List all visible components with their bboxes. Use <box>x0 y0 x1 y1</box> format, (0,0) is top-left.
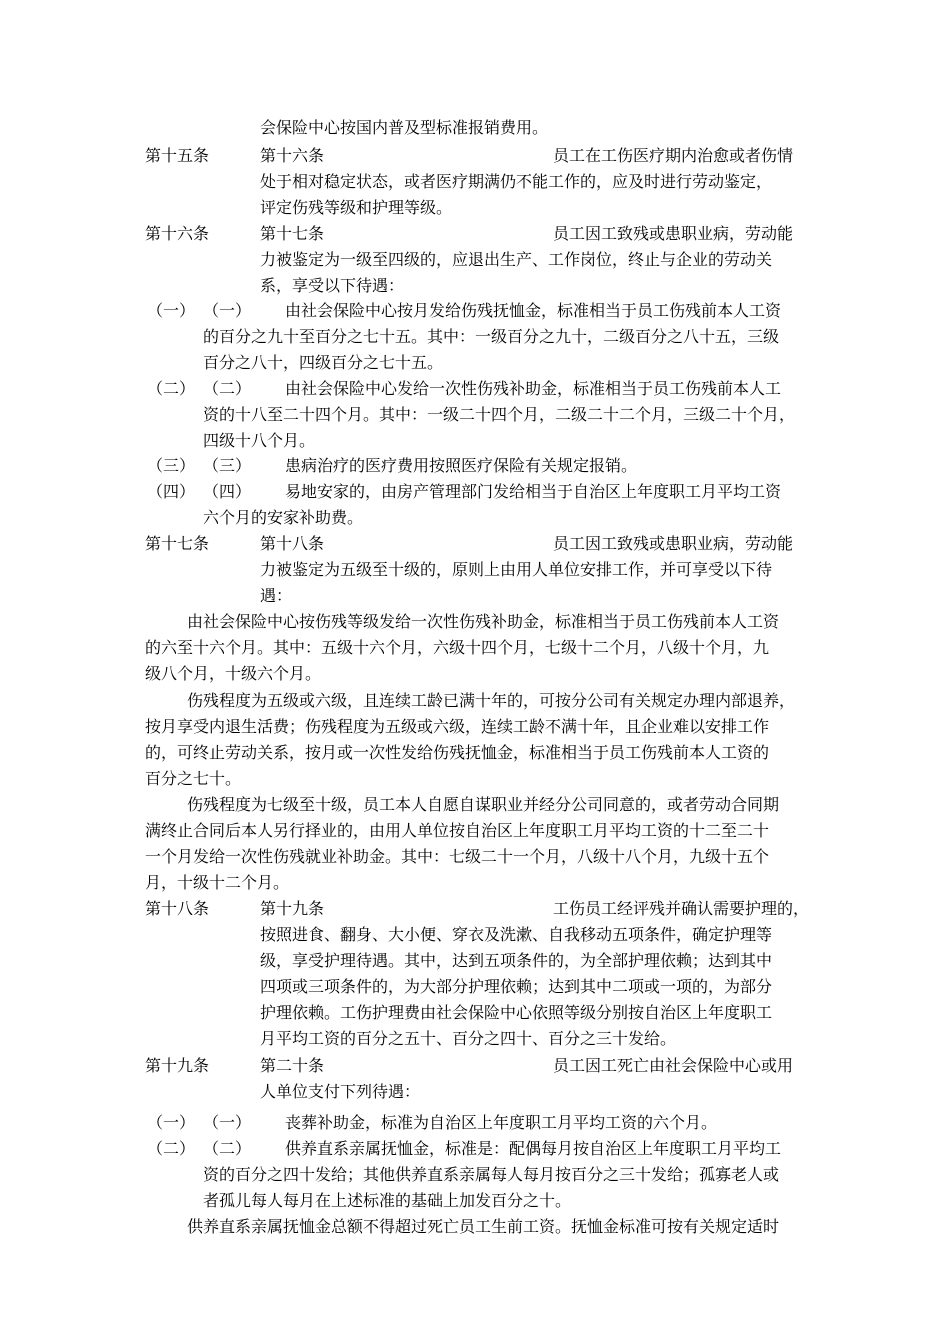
text-line: 的百分之九十至百分之七十五。其中：一级百分之九十，二级百分之八十五，三级 <box>203 327 780 346</box>
article-lead-text: 员工因工致残或患职业病，劳动能 <box>553 534 794 553</box>
text-line: 一个月发给一次性伤残就业补助金。其中：七级二十一个月，八级十八个月，九级十五个 <box>145 847 770 866</box>
text-line: 易地安家的，由房产管理部门发给相当于自治区上年度职工月平均工资 <box>285 482 782 501</box>
article-number-old: 第十五条 <box>145 146 210 165</box>
text-line: 的，可终止劳动关系，按月或一次性发给伤残抚恤金，标准相当于员工伤残前本人工资的 <box>145 743 770 762</box>
item-number-old: （三） <box>147 456 196 475</box>
text-line: 伤残程度为五级或六级，且连续工龄已满十年的，可按分公司有关规定办理内部退养， <box>187 691 796 710</box>
article-number-old: 第十八条 <box>145 899 210 918</box>
text-line: 四级十八个月。 <box>203 431 316 450</box>
text-line: 级，享受护理待遇。其中，达到五项条件的，为全部护理依赖；达到其中 <box>260 951 773 970</box>
text-line: 力被鉴定为五级至十级的，原则上由用人单位安排工作，并可享受以下待 <box>260 560 773 579</box>
item-number-new: （三） <box>203 456 252 475</box>
text-line: 伤残程度为七级至十级，员工本人自愿自谋职业并经分公司同意的，或者劳动合同期 <box>187 795 780 814</box>
item-number-old: （四） <box>147 482 196 501</box>
article-number-new: 第十七条 <box>260 224 325 243</box>
text-line: 百分之七十。 <box>145 769 242 788</box>
text-line: 患病治疗的医疗费用按照医疗保险有关规定报销。 <box>285 456 638 475</box>
text-line: 级八个月，十级六个月。 <box>145 664 322 683</box>
item-number-old: （一） <box>147 301 196 320</box>
article-number-new: 第十六条 <box>260 146 325 165</box>
text-line: 护理依赖。工伤护理费由社会保险中心依照等级分别按自治区上年度职工 <box>260 1003 773 1022</box>
article-lead-text: 工伤员工经评残并确认需要护理的， <box>553 899 810 918</box>
text-line: 按照进食、翻身、大小便、穿衣及洗漱、自我移动五项条件，确定护理等 <box>260 925 773 944</box>
text-line: 力被鉴定为一级至四级的，应退出生产、工作岗位，终止与企业的劳动关 <box>260 250 773 269</box>
text-line: 按月享受内退生活费；伤残程度为五级或六级，连续工龄不满十年，且企业难以安排工作 <box>145 717 770 736</box>
text-line: 六个月的安家补助费。 <box>203 508 364 527</box>
item-number-old: （二） <box>147 379 196 398</box>
article-lead-text: 员工因工致残或患职业病，劳动能 <box>553 224 794 243</box>
text-line: 四项或三项条件的，为大部分护理依赖；达到其中二项或一项的，为部分 <box>260 977 773 996</box>
text-line: 供养直系亲属抚恤金总额不得超过死亡员工生前工资。抚恤金标准可按有关规定适时 <box>187 1217 780 1236</box>
item-number-new: （二） <box>203 1139 252 1158</box>
text-line: 者孤儿每人每月在上述标准的基础上加发百分之十。 <box>203 1191 572 1210</box>
text-line: 人单位支付下列待遇： <box>260 1082 421 1101</box>
article-number-old: 第十九条 <box>145 1056 210 1075</box>
text-line: 百分之八十，四级百分之七十五。 <box>203 353 444 372</box>
text-line: 的六至十六个月。其中：五级十六个月，六级十四个月，七级十二个月，八级十个月，九 <box>145 638 770 657</box>
text-line: 资的百分之四十发给；其他供养直系亲属每人每月按百分之三十发给；孤寡老人或 <box>203 1165 780 1184</box>
article-number-new: 第十八条 <box>260 534 325 553</box>
text-line: 评定伤残等级和护理等级。 <box>260 198 453 217</box>
text-line: 处于相对稳定状态，或者医疗期满仍不能工作的，应及时进行劳动鉴定， <box>260 172 773 191</box>
item-number-old: （二） <box>147 1139 196 1158</box>
text-line: 系，享受以下待遇： <box>260 276 405 295</box>
text-line: 资的十八至二十四个月。其中：一级二十四个月，二级二十二个月，三级二十个月， <box>203 405 796 424</box>
text-line: 月平均工资的百分之五十、百分之四十、百分之三十发给。 <box>260 1029 677 1048</box>
text-line: 满终止合同后本人另行择业的，由用人单位按自治区上年度职工月平均工资的十二至二十 <box>145 821 770 840</box>
item-number-new: （一） <box>203 301 252 320</box>
text-line: 会保险中心按国内普及型标准报销费用。 <box>260 118 549 137</box>
text-line: 由社会保险中心按伤残等级发给一次性伤残补助金，标准相当于员工伤残前本人工资 <box>187 612 780 631</box>
text-line: 月，十级十二个月。 <box>145 873 290 892</box>
item-number-new: （一） <box>203 1113 252 1132</box>
text-line: 丧葬补助金，标准为自治区上年度职工月平均工资的六个月。 <box>285 1113 718 1132</box>
item-number-new: （二） <box>203 379 252 398</box>
item-number-old: （一） <box>147 1113 196 1132</box>
article-number-old: 第十六条 <box>145 224 210 243</box>
text-line: 由社会保险中心发给一次性伤残补助金，标准相当于员工伤残前本人工 <box>285 379 782 398</box>
article-number-new: 第十九条 <box>260 899 325 918</box>
item-number-new: （四） <box>203 482 252 501</box>
article-number-old: 第十七条 <box>145 534 210 553</box>
article-lead-text: 员工在工伤医疗期内治愈或者伤情 <box>553 146 794 165</box>
article-lead-text: 员工因工死亡由社会保险中心或用 <box>553 1056 794 1075</box>
article-number-new: 第二十条 <box>260 1056 325 1075</box>
text-line: 遇： <box>260 586 293 605</box>
text-line: 供养直系亲属抚恤金，标准是：配偶每月按自治区上年度职工月平均工 <box>285 1139 782 1158</box>
text-line: 由社会保险中心按月发给伤残抚恤金，标准相当于员工伤残前本人工资 <box>285 301 782 320</box>
